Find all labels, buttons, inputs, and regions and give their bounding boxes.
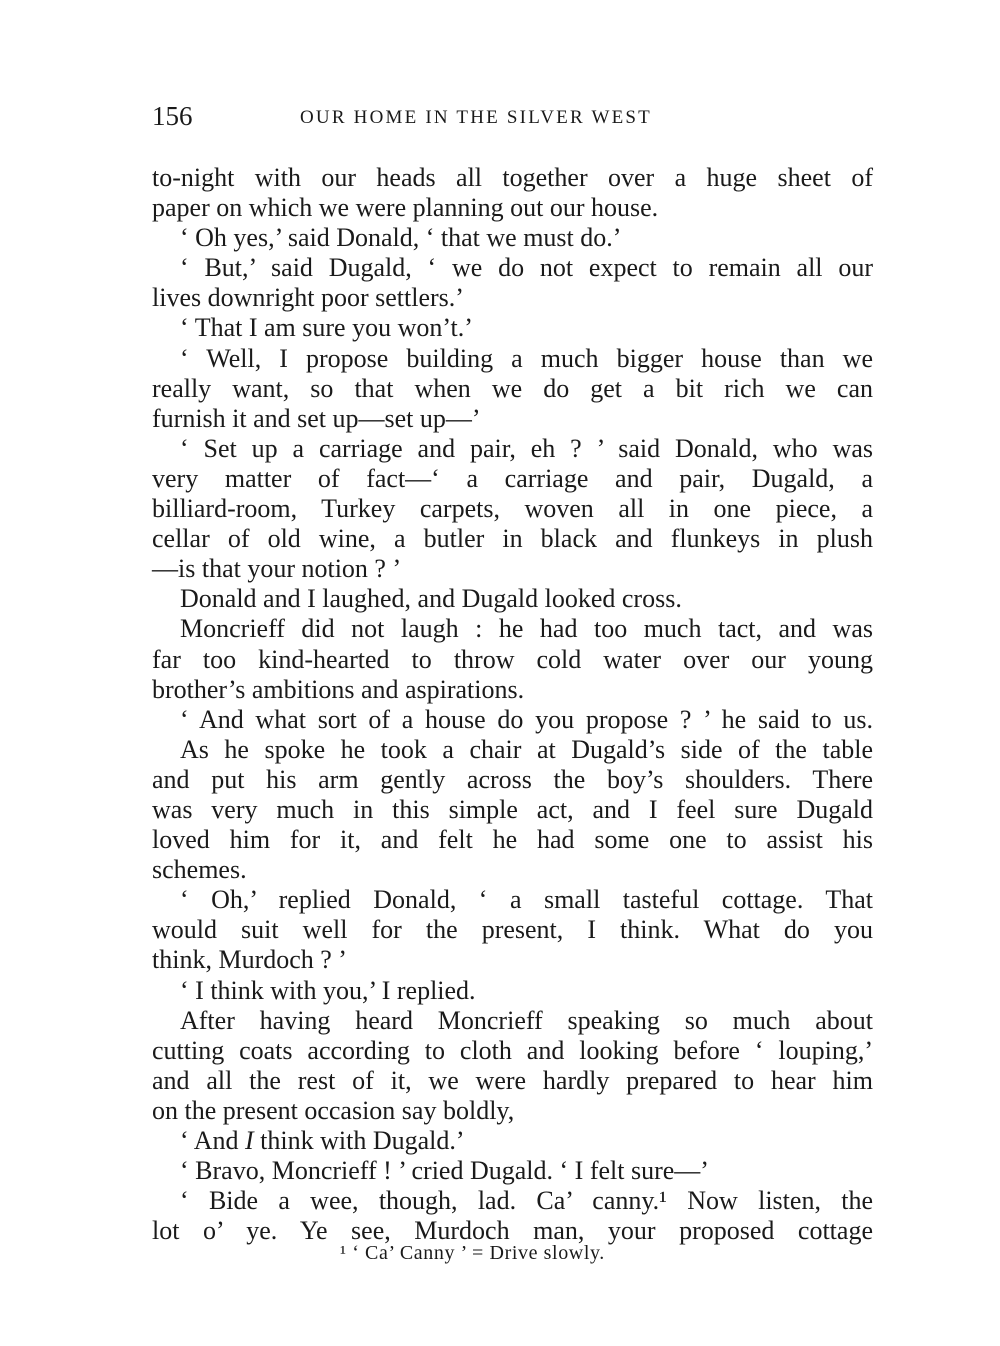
text-line: schemes.	[152, 855, 247, 885]
text-line: and put his arm gently across the boy’s shoulders. There	[152, 764, 873, 794]
text-line: ‘ Set up a carriage and pair, eh ? ’ said Donald, who was	[180, 433, 873, 463]
text-line: and all the rest of it, we were hardly prepared to hear him	[152, 1065, 873, 1095]
text-line: loved him for it, and felt he had some one to assist his	[152, 825, 873, 855]
page-number: 156	[152, 101, 193, 131]
text-line: After having heard Moncrieff speaking so much about	[180, 1005, 873, 1035]
text-line: ‘ And what sort of a house do you propose ? ’ he said to us.	[180, 704, 873, 734]
text-line: to-night with our heads all together over a huge sheet of	[152, 163, 873, 192]
running-head: OUR HOME IN THE SILVER WEST	[300, 107, 652, 128]
text-line: As he spoke he took a chair at Dugald’s side of the table	[180, 734, 873, 764]
text-line: furnish it and set up—set up—’	[152, 403, 481, 433]
text-line: Moncrieff did not laugh : he had too much tact, and was	[180, 614, 873, 644]
text-line: billiard-room, Turkey carpets, woven all in one piece, a	[152, 494, 873, 524]
text-line: lives downright poor settlers.’	[152, 283, 464, 313]
text-line: ‘ I think with you,’ I replied.	[180, 975, 476, 1005]
text-line: was very much in this simple act, and I feel sure Dugald	[152, 794, 873, 824]
text-line: ‘ That I am sure you won’t.’	[180, 313, 473, 343]
text-line: ‘ Bravo, Moncrieff ! ’ cried Dugald. ‘ I felt sure—’	[180, 1156, 709, 1186]
text-line: ‘ Bide a wee, though, lad. Ca’ canny.¹ Now listen, the	[180, 1186, 873, 1216]
text-line: ‘ But,’ said Dugald, ‘ we do not expect to remain all our	[180, 253, 873, 283]
text-line: on the present occasion say boldly,	[152, 1095, 515, 1125]
text-line: lot o’ ye. Ye see, Murdoch man, your proposed cottage	[152, 1216, 873, 1246]
text-line: paper on which we were planning out our house.	[152, 193, 659, 223]
text-line: ‘ Oh,’ replied Donald, ‘ a small tasteful cottage. That	[180, 885, 873, 915]
text-line: Donald and I laughed, and Dugald looked cross.	[180, 584, 682, 614]
text-line: —is that your notion ? ’	[152, 554, 402, 584]
text-line: brother’s ambitions and aspirations.	[152, 674, 525, 704]
text-line: ‘ Well, I propose building a much bigger house than we	[180, 343, 873, 373]
text-line: cutting coats according to cloth and looking before ‘ louping,’	[152, 1035, 873, 1065]
text-line: very matter of fact—‘ a carriage and pair, Dugald, a	[152, 463, 873, 493]
text-line: really want, so that when we do get a bit rich we can	[152, 373, 873, 403]
text-line: would suit well for the present, I think. What do you	[152, 915, 873, 945]
text-line: ‘ Oh yes,’ said Donald, ‘ that we must do.’	[180, 223, 622, 253]
footnote: ¹ ‘ Ca’ Canny ’ = Drive slowly.	[340, 1242, 605, 1264]
text-line: far too kind-hearted to throw cold water over our young	[152, 644, 873, 674]
text-line: think, Murdoch ? ’	[152, 945, 347, 975]
text-line: cellar of old wine, a butler in black and flunkeys in plush	[152, 524, 873, 554]
body-text	[152, 163, 873, 1246]
text-line: ‘ And I think with Dugald.’	[180, 1126, 465, 1155]
